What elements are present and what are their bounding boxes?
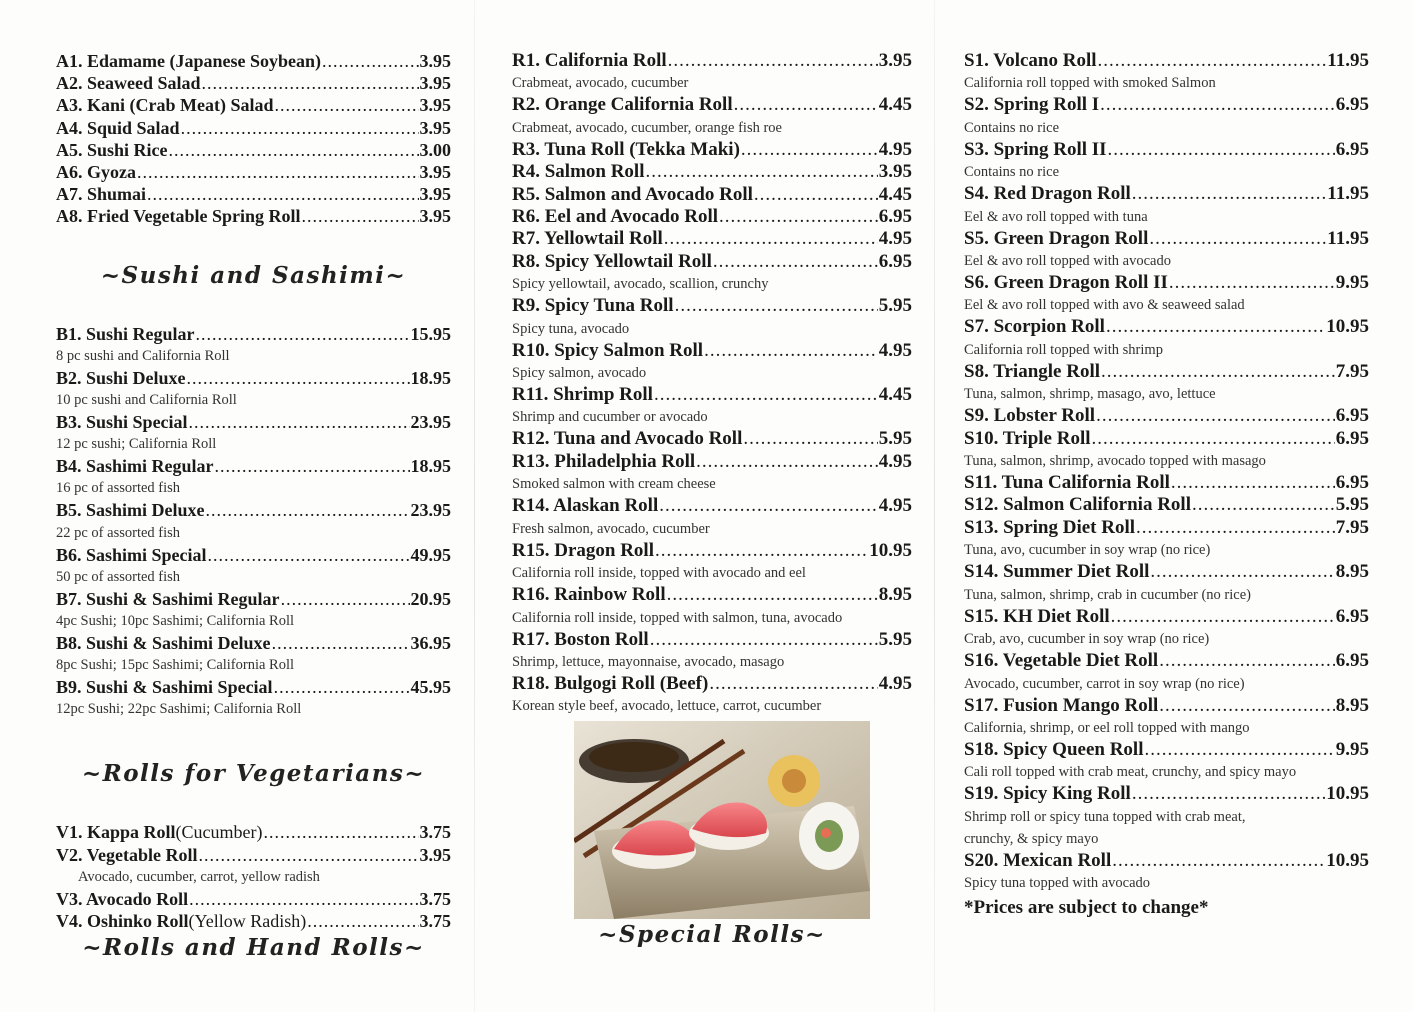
menu-item-a1 bbox=[56, 50, 451, 72]
item-name: B6. Sashimi Special bbox=[56, 544, 207, 565]
item-name: A4. Squid Salad bbox=[56, 117, 180, 138]
item-name: R13. Philadelphia Roll bbox=[512, 450, 696, 472]
item-price: 45.95 bbox=[410, 677, 451, 698]
menu-item-v4 bbox=[56, 910, 451, 932]
leader-dots bbox=[1136, 517, 1335, 539]
menu-item-b7 bbox=[56, 588, 451, 632]
leader-dots bbox=[189, 888, 418, 910]
menu-item-r10 bbox=[512, 340, 912, 384]
item-qualifier: (Cucumber) bbox=[175, 822, 263, 843]
item-description: Tuna, salmon, shrimp, avocado topped with masago bbox=[964, 453, 1266, 470]
leader-dots bbox=[169, 139, 419, 161]
menu-item-s3 bbox=[964, 139, 1369, 183]
item-name: B4. Sashimi Regular bbox=[56, 456, 214, 477]
menu-item-r2 bbox=[512, 94, 912, 138]
menu-item-s6 bbox=[964, 272, 1369, 316]
menu-item-s10 bbox=[964, 428, 1369, 472]
sushi-photo bbox=[574, 721, 870, 919]
menu-item-r1 bbox=[512, 50, 912, 94]
menu-item-r14 bbox=[512, 495, 912, 539]
menu-item-s5 bbox=[964, 228, 1369, 272]
item-price: 49.95 bbox=[410, 544, 451, 565]
leader-dots bbox=[215, 455, 410, 477]
item-name: S18. Spicy Queen Roll bbox=[964, 738, 1144, 760]
item-name: S6. Green Dragon Roll II bbox=[964, 272, 1168, 294]
menu-item-s9 bbox=[964, 405, 1369, 427]
item-name: A5. Sushi Rice bbox=[56, 139, 168, 160]
leader-dots bbox=[1171, 472, 1335, 494]
item-name: S16. Vegetable Diet Roll bbox=[964, 650, 1159, 672]
menu-item-s4 bbox=[964, 183, 1369, 227]
item-price: 4.95 bbox=[878, 450, 912, 472]
menu-item-s18 bbox=[964, 739, 1369, 783]
item-description: California roll topped with shrimp bbox=[964, 341, 1163, 358]
item-price: 8.95 bbox=[1335, 694, 1369, 716]
item-price: 8.95 bbox=[1335, 561, 1369, 583]
sushi-list bbox=[56, 323, 451, 721]
item-name: R18. Bulgogi Roll (Beef) bbox=[512, 672, 709, 694]
item-description: Contains no rice bbox=[964, 119, 1060, 136]
item-name: A2. Seaweed Salad bbox=[56, 73, 201, 94]
leader-dots bbox=[1132, 183, 1327, 205]
item-price: 4.45 bbox=[878, 384, 912, 406]
item-description: Avocado, cucumber, carrot, yellow radish bbox=[78, 868, 320, 885]
item-description: Spicy salmon, avocado bbox=[512, 365, 647, 382]
item-description: Eel & avo roll topped with tuna bbox=[964, 208, 1148, 225]
menu-item-a5 bbox=[56, 139, 451, 161]
item-price: 10.95 bbox=[1326, 783, 1369, 805]
section-title-vegetarian-rolls: ~Rolls for Vegetarians~ bbox=[81, 760, 426, 788]
menu-item-b2 bbox=[56, 367, 451, 411]
leader-dots bbox=[741, 139, 878, 161]
menu-item-v1 bbox=[56, 821, 451, 843]
leader-dots bbox=[1106, 316, 1325, 338]
leader-dots bbox=[1092, 428, 1335, 450]
item-name: R14. Alaskan Roll bbox=[512, 495, 659, 517]
item-price: 3.75 bbox=[419, 911, 451, 932]
fold-line bbox=[474, 0, 475, 1012]
item-name: V1. Kappa Roll bbox=[56, 822, 176, 843]
fold-line bbox=[934, 0, 935, 1012]
leader-dots bbox=[281, 588, 410, 610]
price-change-note: *Prices are subject to change* bbox=[964, 897, 1209, 919]
leader-dots bbox=[206, 499, 410, 521]
item-name: B3. Sushi Special bbox=[56, 412, 188, 433]
item-name: V3. Avocado Roll bbox=[56, 888, 189, 909]
menu-item-a3 bbox=[56, 94, 451, 116]
leader-dots bbox=[664, 228, 878, 250]
item-name: V4. Oshinko Roll bbox=[56, 911, 189, 932]
item-price: 3.75 bbox=[419, 822, 451, 843]
leader-dots bbox=[754, 184, 878, 206]
leader-dots bbox=[709, 673, 877, 695]
item-price: 3.95 bbox=[419, 184, 451, 205]
menu-item-s2 bbox=[964, 94, 1369, 138]
item-price: 3.95 bbox=[419, 51, 451, 71]
item-name: R1. California Roll bbox=[512, 50, 667, 71]
item-name: R11. Shrimp Roll bbox=[512, 384, 653, 406]
leader-dots bbox=[1159, 650, 1335, 672]
item-name: B5. Sashimi Deluxe bbox=[56, 500, 205, 521]
item-name: B2. Sushi Deluxe bbox=[56, 367, 186, 388]
item-name: S17. Fusion Mango Roll bbox=[964, 694, 1159, 716]
item-price: 4.95 bbox=[878, 339, 912, 361]
item-name: R6. Eel and Avocado Roll bbox=[512, 206, 719, 228]
item-description: Spicy tuna, avocado bbox=[512, 320, 630, 337]
menu-item-s16 bbox=[964, 650, 1369, 694]
menu-item-a4 bbox=[56, 117, 451, 139]
item-price: 18.95 bbox=[410, 367, 451, 388]
appetizer-list bbox=[56, 50, 451, 228]
leader-dots bbox=[1100, 94, 1335, 116]
item-description: 12 pc sushi; California Roll bbox=[56, 436, 217, 453]
menu-item-s17 bbox=[964, 695, 1369, 739]
leader-dots bbox=[646, 161, 878, 183]
item-price: 3.95 bbox=[419, 206, 451, 227]
menu-item-v2 bbox=[56, 844, 451, 888]
item-description: Tuna, salmon, shrimp, crab in cucumber (no rice) bbox=[964, 586, 1251, 603]
item-name: A8. Fried Vegetable Spring Roll bbox=[56, 206, 301, 227]
menu-item-s13 bbox=[964, 517, 1369, 561]
item-name: R12. Tuna and Avocado Roll bbox=[512, 428, 743, 450]
roll-filling bbox=[782, 769, 806, 793]
item-name: S10. Triple Roll bbox=[964, 427, 1091, 449]
item-price: 3.95 bbox=[878, 161, 912, 183]
menu-item-r4 bbox=[512, 161, 912, 183]
leader-dots bbox=[1098, 50, 1327, 72]
menu-item-s15 bbox=[964, 606, 1369, 650]
item-name: S4. Red Dragon Roll bbox=[964, 183, 1131, 205]
item-price: 4.95 bbox=[878, 228, 912, 250]
item-description: Crabmeat, avocado, cucumber, orange fish roe bbox=[512, 119, 782, 136]
leader-dots bbox=[196, 323, 410, 345]
item-description: Fresh salmon, avocado, cucumber bbox=[512, 520, 710, 537]
menu-item-a8 bbox=[56, 205, 451, 227]
item-price: 6.95 bbox=[878, 206, 912, 228]
item-name: R10. Spicy Salmon Roll bbox=[512, 339, 704, 361]
leader-dots bbox=[667, 584, 878, 606]
specials-list bbox=[964, 50, 1369, 894]
menu-item-a7 bbox=[56, 183, 451, 205]
leader-dots bbox=[1132, 783, 1325, 805]
item-description: 4pc Sushi; 10pc Sashimi; California Roll bbox=[56, 613, 295, 630]
item-price: 6.95 bbox=[1335, 138, 1369, 160]
leader-dots bbox=[719, 206, 878, 228]
item-price: 5.95 bbox=[878, 428, 912, 450]
leader-dots bbox=[1149, 228, 1326, 250]
leader-dots bbox=[696, 451, 878, 473]
item-description: California roll topped with smoked Salmon bbox=[964, 75, 1216, 92]
leader-dots bbox=[654, 384, 878, 406]
section-title-sushi-sashimi: ~Sushi and Sashimi~ bbox=[100, 261, 407, 289]
item-price: 6.95 bbox=[1335, 605, 1369, 627]
item-description: 10 pc sushi and California Roll bbox=[56, 392, 237, 409]
leader-dots bbox=[189, 411, 410, 433]
leader-dots bbox=[302, 205, 419, 227]
menu-item-b5 bbox=[56, 499, 451, 543]
leader-dots bbox=[743, 428, 877, 450]
item-price: 11.95 bbox=[1327, 50, 1369, 71]
section-title-rolls-hand-rolls: ~Rolls and Hand Rolls~ bbox=[82, 934, 425, 962]
leader-dots bbox=[713, 251, 878, 273]
leader-dots bbox=[272, 632, 410, 654]
item-description: Eel & avo roll topped with avo & seaweed salad bbox=[964, 297, 1245, 314]
menu-item-v3 bbox=[56, 888, 451, 910]
item-price: 3.95 bbox=[419, 95, 451, 116]
item-description: Crabmeat, avocado, cucumber bbox=[512, 75, 689, 92]
item-name: R3. Tuna Roll (Tekka Maki) bbox=[512, 138, 740, 160]
item-description: Tuna, avo, cucumber in soy wrap (no rice) bbox=[964, 542, 1211, 559]
item-description: Spicy tuna topped with avocado bbox=[964, 875, 1151, 892]
item-description: Tuna, salmon, shrimp, masago, avo, lettuce bbox=[964, 386, 1216, 403]
item-price: 4.95 bbox=[878, 495, 912, 517]
item-description: 22 pc of assorted fish bbox=[56, 524, 181, 541]
item-name: S5. Green Dragon Roll bbox=[964, 227, 1149, 249]
item-price: 6.95 bbox=[1335, 405, 1369, 427]
leader-dots bbox=[202, 72, 419, 94]
item-price: 23.95 bbox=[410, 500, 451, 521]
item-description: Smoked salmon with cream cheese bbox=[512, 476, 716, 493]
menu-item-s7 bbox=[964, 316, 1369, 360]
menu-item-r15 bbox=[512, 540, 912, 584]
menu-item-s8 bbox=[964, 361, 1369, 405]
menu-item-b9 bbox=[56, 676, 451, 720]
item-name: R4. Salmon Roll bbox=[512, 161, 645, 183]
item-description: Crab, avo, cucumber in soy wrap (no rice) bbox=[964, 631, 1210, 648]
item-description: 8pc Sushi; 15pc Sashimi; California Roll bbox=[56, 657, 295, 674]
menu-item-s11 bbox=[964, 472, 1369, 494]
item-price: 6.95 bbox=[1335, 427, 1369, 449]
menu-item-s20 bbox=[964, 850, 1369, 894]
menu-item-r7 bbox=[512, 228, 912, 250]
item-price: 36.95 bbox=[410, 633, 451, 654]
item-price: 5.95 bbox=[878, 628, 912, 650]
item-price: 5.95 bbox=[1335, 494, 1369, 516]
item-price: 7.95 bbox=[1335, 516, 1369, 538]
item-description: 50 pc of assorted fish bbox=[56, 568, 181, 585]
item-price: 3.75 bbox=[419, 888, 451, 909]
leader-dots bbox=[199, 844, 419, 866]
leader-dots bbox=[704, 340, 878, 362]
item-description: 12pc Sushi; 22pc Sashimi; California Roll bbox=[56, 701, 302, 718]
leader-dots bbox=[1192, 494, 1335, 516]
leader-dots bbox=[1096, 405, 1335, 427]
item-description: California, shrimp, or eel roll topped with mango bbox=[964, 719, 1250, 736]
leader-dots bbox=[1108, 139, 1335, 161]
item-name: S9. Lobster Roll bbox=[964, 405, 1096, 427]
item-price: 11.95 bbox=[1327, 183, 1369, 205]
leader-dots bbox=[1112, 850, 1325, 872]
leader-dots bbox=[650, 629, 878, 651]
item-name: S19. Spicy King Roll bbox=[964, 783, 1131, 805]
left-panel bbox=[56, 50, 451, 961]
item-price: 7.95 bbox=[1335, 360, 1369, 382]
leader-dots bbox=[1111, 606, 1335, 628]
item-name: S13. Spring Diet Roll bbox=[964, 516, 1136, 538]
item-name: B9. Sushi & Sashimi Special bbox=[56, 677, 273, 698]
item-description: Spicy yellowtail, avocado, scallion, crunchy bbox=[512, 276, 769, 293]
item-name: S2. Spring Roll I bbox=[964, 94, 1100, 116]
menu-item-b4 bbox=[56, 455, 451, 499]
item-description: California roll inside, topped with salmon, tuna, avocado bbox=[512, 609, 843, 626]
item-name: S11. Tuna California Roll bbox=[964, 472, 1170, 494]
item-price: 6.95 bbox=[878, 250, 912, 272]
item-price: 10.95 bbox=[1326, 849, 1369, 871]
leader-dots bbox=[274, 676, 410, 698]
menu-item-r6 bbox=[512, 206, 912, 228]
leader-dots bbox=[275, 94, 419, 116]
item-price: 3.95 bbox=[419, 162, 451, 183]
right-panel bbox=[964, 50, 1369, 920]
item-price: 6.95 bbox=[1335, 472, 1369, 494]
item-price: 3.95 bbox=[419, 844, 451, 865]
leader-dots bbox=[1169, 272, 1335, 294]
vegetarian-list bbox=[56, 821, 451, 932]
item-price: 3.00 bbox=[419, 139, 451, 160]
item-name: S3. Spring Roll II bbox=[964, 138, 1107, 160]
item-price: 10.95 bbox=[869, 539, 912, 561]
item-description: Cali roll topped with crab meat, crunchy, and spicy mayo bbox=[964, 764, 1297, 781]
leader-dots bbox=[307, 910, 418, 932]
item-name: S1. Volcano Roll bbox=[964, 50, 1097, 71]
item-name: S14. Summer Diet Roll bbox=[964, 561, 1150, 583]
menu-item-r8 bbox=[512, 251, 912, 295]
item-description: Shrimp, lettuce, mayonnaise, avocado, masago bbox=[512, 653, 785, 670]
item-description: Contains no rice bbox=[964, 164, 1060, 181]
item-price: 11.95 bbox=[1327, 227, 1369, 249]
item-description: Eel & avo roll topped with avocado bbox=[964, 253, 1171, 270]
item-name: R7. Yellowtail Roll bbox=[512, 228, 663, 250]
item-price: 4.45 bbox=[878, 183, 912, 205]
menu-item-r12 bbox=[512, 428, 912, 450]
item-description: California roll inside, topped with avocado and eel bbox=[512, 565, 806, 582]
item-name: B7. Sushi & Sashimi Regular bbox=[56, 588, 280, 609]
item-price: 4.45 bbox=[878, 94, 912, 116]
item-price: 15.95 bbox=[410, 323, 451, 344]
item-description: 16 pc of assorted fish bbox=[56, 480, 181, 497]
item-price: 18.95 bbox=[410, 456, 451, 477]
item-name: R9. Spicy Tuna Roll bbox=[512, 295, 674, 317]
leader-dots bbox=[655, 540, 868, 562]
menu-item-r18 bbox=[512, 673, 912, 717]
menu-item-r9 bbox=[512, 295, 912, 339]
item-name: S15. KH Diet Roll bbox=[964, 605, 1110, 627]
item-price: 6.95 bbox=[1335, 94, 1369, 116]
menu-item-r11 bbox=[512, 384, 912, 428]
middle-panel bbox=[512, 50, 912, 948]
item-name: A7. Shumai bbox=[56, 184, 147, 205]
item-name: R2. Orange California Roll bbox=[512, 94, 733, 116]
leader-dots bbox=[187, 367, 410, 389]
leader-dots bbox=[1159, 695, 1334, 717]
leader-dots bbox=[1144, 739, 1334, 761]
menu-item-a2 bbox=[56, 72, 451, 94]
menu-item-b1 bbox=[56, 323, 451, 367]
soy-sauce bbox=[589, 742, 679, 772]
item-description: 8 pc sushi and California Roll bbox=[56, 347, 230, 364]
item-name: B8. Sushi & Sashimi Deluxe bbox=[56, 633, 271, 654]
menu-item-b8 bbox=[56, 632, 451, 676]
menu-item-b6 bbox=[56, 544, 451, 588]
item-name: R8. Spicy Yellowtail Roll bbox=[512, 250, 712, 272]
leader-dots bbox=[1150, 561, 1334, 583]
leader-dots bbox=[668, 50, 878, 72]
item-price: 4.95 bbox=[878, 138, 912, 160]
leader-dots bbox=[659, 495, 878, 517]
item-price: 3.95 bbox=[878, 50, 912, 71]
leader-dots bbox=[264, 821, 419, 843]
item-price: 5.95 bbox=[878, 295, 912, 317]
item-name: B1. Sushi Regular bbox=[56, 323, 195, 344]
item-description: Shrimp roll or spicy tuna topped with crab meat, bbox=[964, 808, 1246, 825]
leader-dots bbox=[675, 295, 878, 317]
item-name: S7. Scorpion Roll bbox=[964, 316, 1105, 338]
item-name: S20. Mexican Roll bbox=[964, 849, 1112, 871]
item-name: A3. Kani (Crab Meat) Salad bbox=[56, 95, 274, 116]
item-price: 3.95 bbox=[419, 117, 451, 138]
menu-item-r5 bbox=[512, 184, 912, 206]
item-price: 9.95 bbox=[1335, 738, 1369, 760]
item-price: 9.95 bbox=[1335, 272, 1369, 294]
item-price: 6.95 bbox=[1335, 650, 1369, 672]
item-description: Korean style beef, avocado, lettuce, carrot, cucumber bbox=[512, 698, 822, 715]
item-price: 4.95 bbox=[878, 672, 912, 694]
menu-item-s1 bbox=[964, 50, 1369, 94]
menu-item-r16 bbox=[512, 584, 912, 628]
item-name: V2. Vegetable Roll bbox=[56, 844, 198, 865]
item-name: R16. Rainbow Roll bbox=[512, 584, 666, 606]
leader-dots bbox=[322, 50, 418, 72]
menu-item-s12 bbox=[964, 494, 1369, 516]
item-description: Shrimp and cucumber or avocado bbox=[512, 409, 708, 426]
menu-item-b3 bbox=[56, 411, 451, 455]
menu-item-s14 bbox=[964, 561, 1369, 605]
menu-item-r17 bbox=[512, 629, 912, 673]
menu-item-r3 bbox=[512, 139, 912, 161]
item-name: R17. Boston Roll bbox=[512, 628, 649, 650]
leader-dots bbox=[181, 117, 419, 139]
item-name: A6. Gyoza bbox=[56, 162, 136, 183]
leader-dots bbox=[137, 161, 419, 183]
item-description-continued: crunchy, & spicy mayo bbox=[964, 830, 1099, 847]
item-price: 23.95 bbox=[410, 412, 451, 433]
item-name: A1. Edamame (Japanese Soybean) bbox=[56, 51, 322, 71]
section-title-special-rolls: ~Special Rolls~ bbox=[598, 921, 826, 949]
item-price: 10.95 bbox=[1326, 316, 1369, 338]
menu-item-r13 bbox=[512, 451, 912, 495]
leader-dots bbox=[1101, 361, 1335, 383]
leader-dots bbox=[734, 94, 878, 116]
item-name: S12. Salmon California Roll bbox=[964, 494, 1191, 516]
roll-filling-center bbox=[821, 828, 831, 838]
item-price: 8.95 bbox=[878, 584, 912, 606]
menu-item-a6 bbox=[56, 161, 451, 183]
rolls-list bbox=[512, 50, 912, 717]
item-name: R15. Dragon Roll bbox=[512, 539, 654, 561]
item-name: S8. Triangle Roll bbox=[964, 360, 1101, 382]
leader-dots bbox=[147, 183, 418, 205]
item-price: 20.95 bbox=[410, 588, 451, 609]
item-price: 3.95 bbox=[419, 73, 451, 94]
menu-item-s19 bbox=[964, 783, 1369, 849]
item-name: R5. Salmon and Avocado Roll bbox=[512, 183, 753, 205]
leader-dots bbox=[208, 544, 410, 566]
item-description: Avocado, cucumber, carrot in soy wrap (no rice) bbox=[964, 675, 1245, 692]
item-qualifier: (Yellow Radish) bbox=[188, 911, 307, 932]
